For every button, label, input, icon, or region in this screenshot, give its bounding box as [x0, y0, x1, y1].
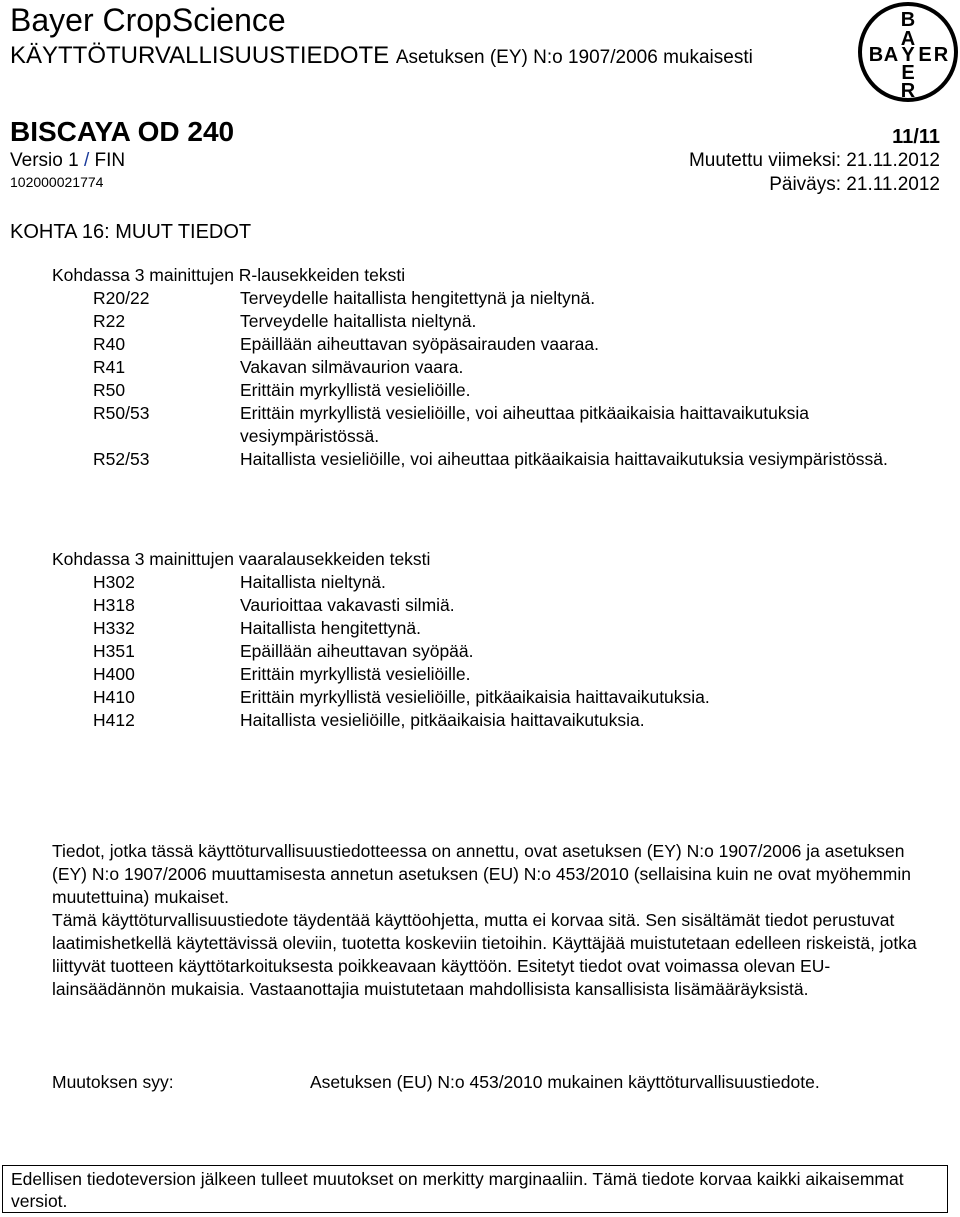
r-phrase-row	[52, 356, 920, 379]
h-phrase-text: Haitallista vesieliöille, pitkäaikaisia haittavaikutuksia.	[240, 710, 645, 730]
logo-letter-b: B	[900, 9, 916, 31]
h-phrase-code: H400	[93, 664, 135, 684]
revised-date: Muutettu viimeksi: 21.11.2012	[688, 150, 940, 171]
r-phrase-row	[52, 379, 920, 402]
h-phrase-row	[52, 686, 920, 709]
logo-letter-r: R	[900, 80, 916, 102]
logo-letter-r2: R	[933, 44, 949, 66]
material-number: 102000021774	[10, 174, 104, 190]
h-phrase-text: Epäillään aiheuttavan syöpää.	[240, 641, 474, 661]
h-phrase-row	[52, 640, 920, 663]
r-phrase-text: Terveydelle haitallista hengitettynä ja nieltynä.	[240, 288, 596, 308]
regulation-reference: Asetuksen (EY) N:o 1907/2006 mukaisesti	[395, 47, 753, 68]
r-phrase-code: R41	[93, 357, 126, 377]
company-name: Bayer CropScience	[10, 2, 286, 38]
r-phrase-row	[52, 448, 920, 471]
r-phrases-block	[52, 264, 920, 471]
r-phrase-text: Vakavan silmävaurion vaara.	[240, 357, 464, 377]
legal-info-paragraph: Tiedot, jotka tässä käyttöturvallisuustiedotteessa on annettu, ovat asetuksen (EY) N:o 1907/2006 ja asetuksen (EY) N:o 1907/2006 muuttamisesta annetun asetuksen (EU) N:o 453/2010 (sellaisina kuin ne ovat myöhemmin muutettuina) mukaiset.	[52, 841, 911, 907]
legal-info-paragraph: Tämä käyttöturvallisuustiedote täydentää käyttöohjetta, mutta ei korvaa sitä. Sen sisältämät tiedot perustuvat laatimishetkellä käytettävissä oleviin, tuotetta koskeviin tietoihin. Käyttäjää muistutetaan edelleen riskeistä, jotka liittyvät tuotteen käyttötarkoituksesta poikkeavaan käyttöön. Esitetyt tiedot ovat voimassa olevan EU-lainsäädännön mukaisia. Vastaanottajia muistutetaan mahdollisista kansallisista lisämääräyksistä.	[52, 910, 917, 999]
h-phrase-code: H410	[93, 687, 135, 707]
r-phrase-text: Erittäin myrkyllistä vesieliöille, voi aiheuttaa pitkäaikaisia haittavaikutuksia vesiympäristössä.	[240, 403, 810, 446]
r-phrase-code: R20/22	[93, 288, 150, 308]
h-phrase-code: H302	[93, 572, 135, 592]
h-phrase-row	[52, 709, 920, 732]
h-phrase-code: H412	[93, 710, 135, 730]
version-number: 1	[68, 150, 79, 171]
r-phrase-text: Epäillään aiheuttavan syöpäsairauden vaaraa.	[240, 334, 600, 354]
h-phrase-row	[52, 617, 920, 640]
logo-letter-y: Y	[901, 44, 915, 66]
page-number: 11/11	[892, 126, 940, 148]
change-reason-label: Muutoksen syy:	[52, 1072, 174, 1092]
h-phrase-text: Vaurioittaa vakavasti silmiä.	[240, 595, 455, 615]
r-phrase-text: Erittäin myrkyllistä vesieliöille.	[240, 380, 471, 400]
footer-note-text: Edellisen tiedoteversion jälkeen tulleet muutokset on merkitty marginaaliin. Tämä tiedote korvaa kaikki aikaisemmat versiot.	[11, 1169, 904, 1211]
h-phrase-text: Erittäin myrkyllistä vesieliöille, pitkäaikaisia haittavaikutuksia.	[240, 687, 710, 707]
h-phrase-text: Haitallista nieltynä.	[240, 572, 386, 592]
r-phrase-code: R22	[93, 311, 126, 331]
version-label: Versio	[10, 150, 63, 171]
h-phrase-code: H332	[93, 618, 135, 638]
change-reason-value: Asetuksen (EU) N:o 453/2010 mukainen käyttöturvallisuustiedote.	[310, 1072, 820, 1092]
h-phrase-text: Erittäin myrkyllistä vesieliöille.	[240, 664, 471, 684]
h-phrases-heading: Kohdassa 3 mainittujen vaaralausekkeiden teksti	[52, 549, 431, 569]
footer-note-box	[2, 1165, 948, 1213]
h-phrase-code: H318	[93, 595, 135, 615]
h-phrase-row	[52, 594, 920, 617]
h-phrase-text: Haitallista hengitettynä.	[240, 618, 421, 638]
legal-info-text	[52, 840, 932, 1001]
r-phrase-code: R40	[93, 334, 126, 354]
document-type-label: KÄYTTÖTURVALLISUUSTIEDOTE	[10, 42, 390, 69]
logo-letter-e2: E	[918, 44, 932, 66]
h-phrases-block	[52, 548, 920, 732]
logo-letter-a2: A	[883, 44, 899, 66]
product-name: BISCAYA OD 240	[10, 116, 235, 147]
r-phrase-row	[52, 333, 920, 356]
bayer-cross-logo	[856, 0, 960, 104]
section-title: KOHTA 16: MUUT TIEDOT	[10, 221, 252, 243]
logo-letter-b2: B	[868, 44, 884, 66]
logo-letter-e: E	[901, 62, 915, 84]
version-language: FIN	[94, 150, 126, 171]
logo-letter-a: A	[900, 28, 916, 50]
r-phrase-code: R50	[93, 380, 126, 400]
version-separator: /	[83, 150, 90, 171]
r-phrase-code: R50/53	[93, 403, 150, 423]
h-phrase-row	[52, 571, 920, 594]
h-phrase-code: H351	[93, 641, 135, 661]
r-phrase-row	[52, 402, 920, 448]
r-phrases-heading: Kohdassa 3 mainittujen R-lausekkeiden teksti	[52, 265, 406, 285]
r-phrase-text: Terveydelle haitallista nieltynä.	[240, 311, 477, 331]
r-phrase-row	[52, 287, 920, 310]
version-info	[10, 150, 125, 172]
r-phrase-code: R52/53	[93, 449, 150, 469]
print-date: Päiväys: 21.11.2012	[769, 174, 940, 195]
h-phrase-row	[52, 663, 920, 686]
r-phrase-text: Haitallista vesieliöille, voi aiheuttaa pitkäaikaisia haittavaikutuksia vesiympäristössä.	[240, 449, 888, 469]
document-type	[10, 42, 753, 70]
r-phrase-row	[52, 310, 920, 333]
